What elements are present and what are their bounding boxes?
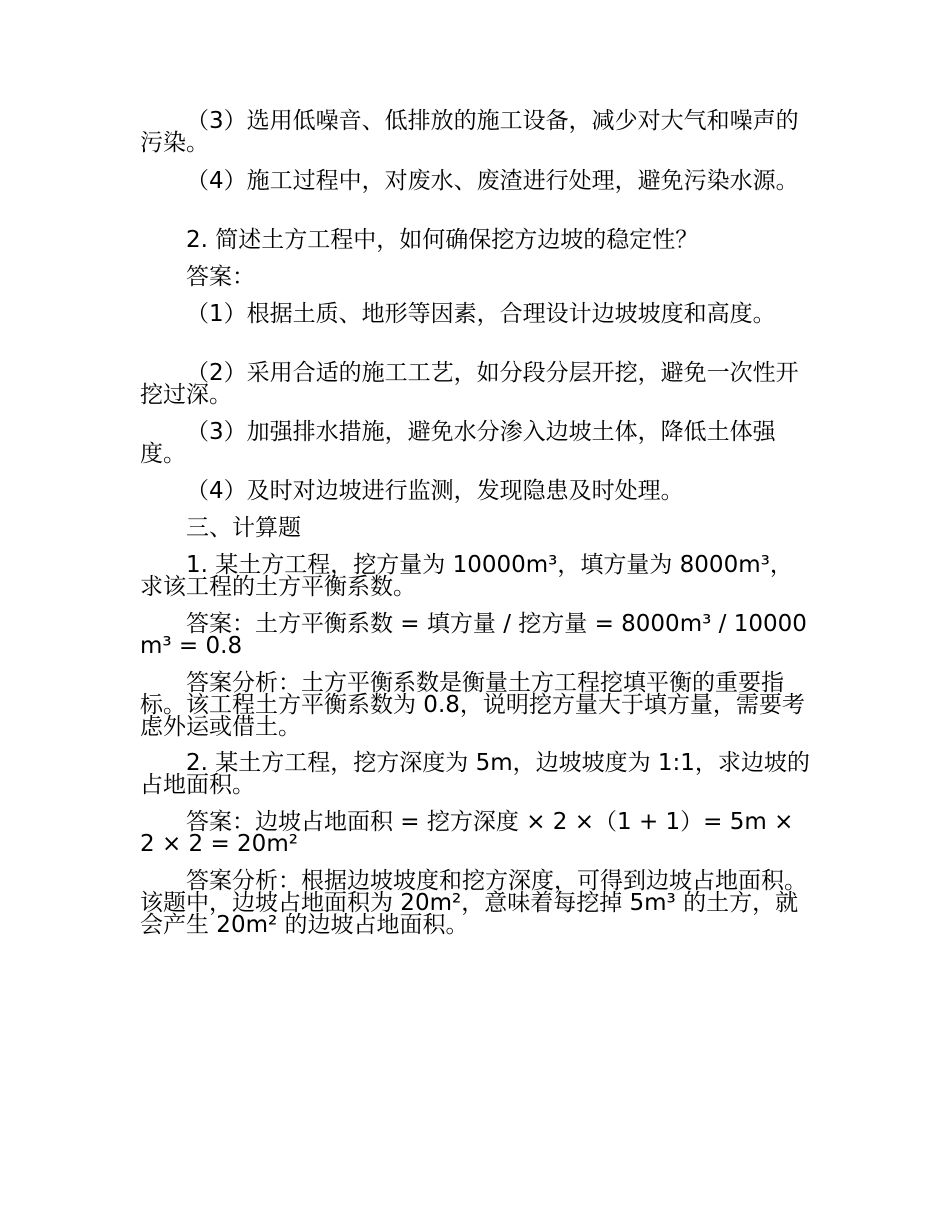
paragraph-8: （4）及时对边坡进行监测，发现隐患及时处理。 <box>186 478 684 504</box>
question-2-heading: 2. 简述土方工程中，如何确保挖方边坡的稳定性？ <box>186 227 699 253</box>
calc-answer-2: 答案：边坡占地面积 = 挖方深度 × 2 ×（1 + 1）= 5m × 2 × 2 = 20m² <box>140 809 794 857</box>
paragraph-1: （3）选用低噪音、低排放的施工设备，减少对大气和噪声的污染。 <box>140 108 799 156</box>
paragraph-2: （4）施工过程中，对废水、废渣进行处理，避免污染水源。 <box>186 168 799 194</box>
calc-analysis-1: 答案分析：土方平衡系数是衡量土方工程挖填平衡的重要指标。该工程土方平衡系数为 0.8，说明挖方量大于填方量，需要考虑外运或借土。 <box>140 670 805 740</box>
calc-answer-1: 答案：土方平衡系数 = 填方量 / 挖方量 = 8000m³ / 10000m³ = 0.8 <box>140 611 807 659</box>
section-heading: 三、计算题 <box>186 515 301 541</box>
paragraph-5: （1）根据土质、地形等因素，合理设计边坡坡度和高度。 <box>186 301 776 327</box>
paragraph-7: （3）加强排水措施，避免水分渗入边坡土体，降低土体强度。 <box>140 419 776 467</box>
paragraph-6: （2）采用合适的施工工艺，如分段分层开挖，避免一次性开挖过深。 <box>140 360 799 408</box>
answer-label: 答案： <box>186 264 255 290</box>
calc-analysis-2: 答案分析：根据边坡坡度和挖方深度，可得到边坡占地面积。该题中，边坡占地面积为 20m²，意味着每挖掉 5m³ 的土方，就会产生 20m² 的边坡占地面积。 <box>140 868 807 938</box>
calc-question-2: 2. 某土方工程，挖方深度为 5m，边坡坡度为 1:1，求边坡的占地面积。 <box>140 750 810 798</box>
calc-question-1: 1. 某土方工程，挖方量为 10000m³，填方量为 8000m³，求该工程的土方平衡系数。 <box>140 552 793 600</box>
